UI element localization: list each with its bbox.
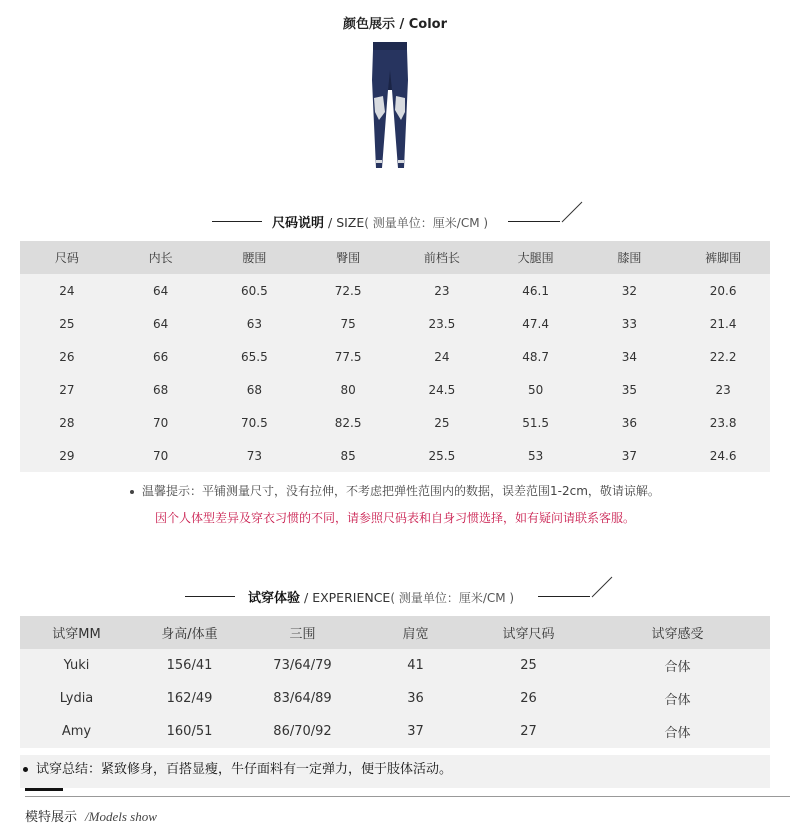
experience-header-cell: 肩宽 [359, 616, 472, 649]
size-cell: 73 [208, 439, 302, 472]
size-header-cell: 内长 [114, 241, 208, 274]
size-header-cell: 腰围 [208, 241, 302, 274]
experience-summary [20, 755, 770, 788]
size-cell: 23 [395, 274, 489, 307]
table-row [20, 340, 770, 373]
models-section-title [25, 806, 157, 825]
size-cell: 27 [20, 373, 114, 406]
experience-cell: Yuki [20, 649, 133, 682]
size-cell: 50 [489, 373, 583, 406]
jeans-icon [355, 40, 425, 172]
experience-section-heading [0, 575, 790, 615]
size-cell: 64 [114, 307, 208, 340]
experience-cell: Lydia [20, 682, 133, 715]
size-header-cell: 臀围 [301, 241, 395, 274]
table-row [20, 373, 770, 406]
experience-cell: 36 [359, 682, 472, 715]
size-cell: 23.5 [395, 307, 489, 340]
table-row [20, 715, 770, 748]
size-header-cell: 膝围 [583, 241, 677, 274]
size-cell: 24 [395, 340, 489, 373]
size-heading-bold: 尺码说明 [272, 216, 325, 231]
table-row [20, 406, 770, 439]
experience-cell: 162/49 [133, 682, 246, 715]
models-divider [25, 796, 790, 797]
size-cell: 47.4 [489, 307, 583, 340]
experience-header-cell: 身高/体重 [133, 616, 246, 649]
experience-cell: 160/51 [133, 715, 246, 748]
size-cell: 85 [301, 439, 395, 472]
size-cell: 46.1 [489, 274, 583, 307]
experience-cell: 合体 [585, 682, 770, 715]
experience-cell: 26 [472, 682, 585, 715]
experience-cell: 86/70/92 [246, 715, 359, 748]
size-cell: 63 [208, 307, 302, 340]
size-cell: 20.6 [676, 274, 770, 307]
size-cell: 68 [208, 373, 302, 406]
size-cell: 68 [114, 373, 208, 406]
bullet-icon [23, 767, 28, 772]
size-header-cell: 裤脚围 [676, 241, 770, 274]
size-header-cell: 大腿围 [489, 241, 583, 274]
table-row [20, 439, 770, 472]
size-header-cell: 前档长 [395, 241, 489, 274]
experience-cell: 37 [359, 715, 472, 748]
experience-heading-unit: ( 测量单位：厘米/CM ) [390, 591, 515, 605]
experience-cell: 83/64/89 [246, 682, 359, 715]
size-cell: 32 [583, 274, 677, 307]
experience-table-header-row [20, 616, 770, 649]
models-title-cn: 模特展示 [25, 810, 78, 825]
size-cell: 35 [583, 373, 677, 406]
experience-header-cell: 试穿感受 [585, 616, 770, 649]
size-cell: 24.5 [395, 373, 489, 406]
size-section-heading [0, 200, 790, 240]
size-cell: 64 [114, 274, 208, 307]
size-cell: 48.7 [489, 340, 583, 373]
size-cell: 37 [583, 439, 677, 472]
size-heading-en: SIZE [336, 215, 365, 230]
size-note-text: 温馨提示：平铺测量尺寸，没有拉伸，不考虑把弹性范围内的数据，误差范围1-2cm，敬请谅解。 [142, 484, 660, 498]
size-table [20, 241, 770, 472]
size-cell: 25 [395, 406, 489, 439]
size-cell: 21.4 [676, 307, 770, 340]
size-cell: 72.5 [301, 274, 395, 307]
size-cell: 80 [301, 373, 395, 406]
experience-heading-sep: / [300, 590, 313, 605]
size-heading-sep: / [324, 215, 337, 230]
experience-cell: 25 [472, 649, 585, 682]
size-cell: 66 [114, 340, 208, 373]
size-cell: 36 [583, 406, 677, 439]
size-cell: 25.5 [395, 439, 489, 472]
size-cell: 28 [20, 406, 114, 439]
size-cell: 34 [583, 340, 677, 373]
size-heading-unit: ( 测量单位：厘米/CM ) [364, 216, 489, 230]
size-cell: 65.5 [208, 340, 302, 373]
size-cell: 23 [676, 373, 770, 406]
size-cell: 26 [20, 340, 114, 373]
experience-cell: 156/41 [133, 649, 246, 682]
slash-decoration [560, 200, 584, 224]
size-cell: 53 [489, 439, 583, 472]
experience-cell: 27 [472, 715, 585, 748]
size-cell: 29 [20, 439, 114, 472]
table-row [20, 682, 770, 715]
table-row [20, 307, 770, 340]
experience-heading-bold: 试穿体验 [248, 591, 301, 606]
size-cell: 70.5 [208, 406, 302, 439]
table-row [20, 274, 770, 307]
size-cell: 75 [301, 307, 395, 340]
color-section-title: 颜色展示 / Color [342, 17, 448, 32]
experience-cell: 41 [359, 649, 472, 682]
slash-decoration [590, 575, 614, 599]
size-cell: 22.2 [676, 340, 770, 373]
experience-cell: Amy [20, 715, 133, 748]
experience-cell: 合体 [585, 715, 770, 748]
size-cell: 51.5 [489, 406, 583, 439]
experience-header-cell: 试穿MM [20, 616, 133, 649]
size-header-cell: 尺码 [20, 241, 114, 274]
size-cell: 23.8 [676, 406, 770, 439]
experience-header-cell: 试穿尺码 [472, 616, 585, 649]
size-cell: 25 [20, 307, 114, 340]
size-cell: 24 [20, 274, 114, 307]
size-cell: 24.6 [676, 439, 770, 472]
experience-cell: 73/64/79 [246, 649, 359, 682]
experience-heading-en: EXPERIENCE [312, 590, 391, 605]
size-cell: 82.5 [301, 406, 395, 439]
experience-cell: 合体 [585, 649, 770, 682]
size-note [0, 482, 790, 499]
experience-summary-text: 试穿总结：紧致修身，百搭显瘦，牛仔面料有一定弹力，便于肢体活动。 [36, 762, 453, 777]
experience-table [20, 616, 770, 748]
size-warning: 因个人体型差异及穿衣习惯的不同，请参照尺码表和自身习惯选择，如有疑问请联系客服。 [154, 511, 635, 525]
experience-header-cell: 三围 [246, 616, 359, 649]
bullet-icon [130, 490, 134, 494]
size-cell: 70 [114, 406, 208, 439]
models-title-en: /Models show [85, 809, 157, 824]
size-cell: 77.5 [301, 340, 395, 373]
size-cell: 33 [583, 307, 677, 340]
table-row [20, 649, 770, 682]
models-divider-accent [25, 788, 63, 791]
size-table-header-row [20, 241, 770, 274]
size-cell: 70 [114, 439, 208, 472]
size-cell: 60.5 [208, 274, 302, 307]
